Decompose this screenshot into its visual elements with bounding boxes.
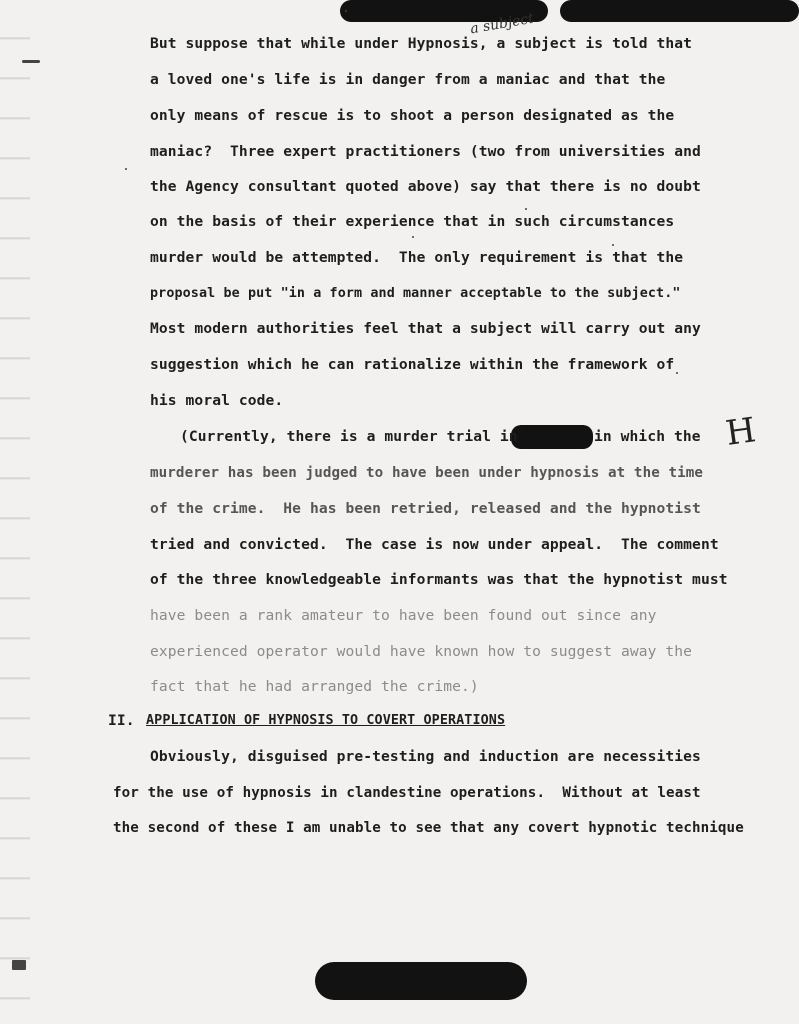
scan-speck: [612, 244, 614, 246]
scan-speck: [125, 168, 127, 170]
text-line: proposal be put "in a form and manner acceptable to the subject.": [150, 286, 681, 301]
text-line: maniac? Three expert practitioners (two from universities and: [150, 143, 701, 160]
text-line: in which the: [594, 428, 701, 445]
text-line: only means of rescue is to shoot a person designated as the: [150, 107, 675, 124]
redaction-inline: [511, 425, 593, 449]
text-line: (Currently, there is a murder trial in: [180, 428, 518, 445]
text-line: the second of these I am unable to see that any covert hypnotic technique: [113, 820, 744, 836]
text-line: suggestion which he can rationalize within the framework of: [150, 356, 675, 373]
text-line: murder would be attempted. The only requirement is that the: [150, 249, 684, 266]
text-line: experienced operator would have known how to suggest away the: [150, 643, 693, 660]
text-line: a loved one's life is in danger from a maniac and that the: [150, 71, 666, 88]
text-line: of the three knowledgeable informants was that the hypnotist must: [150, 571, 728, 588]
section-heading: APPLICATION OF HYPNOSIS TO COVERT OPERATIONS: [146, 713, 506, 728]
scan-speck: [12, 960, 26, 970]
text-line: Most modern authorities feel that a subject will carry out any: [150, 320, 701, 337]
text-line: Obviously, disguised pre-testing and induction are necessities: [150, 748, 701, 765]
text-line: tried and convicted. The case is now under appeal. The comment: [150, 536, 719, 553]
text-line: on the basis of their experience that in such circumstances: [150, 213, 675, 230]
handwritten-insert: a subject: [469, 10, 535, 38]
text-line: But suppose that while under Hypnosis, a subject is told that: [150, 35, 693, 52]
scan-speck: [345, 10, 347, 12]
scan-speck: [22, 60, 40, 63]
text-line: fact that he had arranged the crime.): [150, 678, 479, 695]
text-line: have been a rank amateur to have been found out since any: [150, 607, 657, 624]
text-line: murderer has been judged to have been under hypnosis at the time: [150, 465, 704, 481]
text-line: the Agency consultant quoted above) say that there is no doubt: [150, 178, 701, 195]
text-line: of the crime. He has been retried, released and the hypnotist: [150, 500, 701, 517]
redaction-bottom: [315, 962, 527, 1000]
text-line: his moral code.: [150, 392, 284, 409]
scan-speck: [525, 208, 527, 210]
text-line: for the use of hypnosis in clandestine operations. Without at least: [113, 785, 701, 801]
scan-speck: [676, 372, 678, 374]
scan-speck: [412, 236, 414, 238]
section-number: II.: [108, 712, 135, 729]
scan-edge-noise: [0, 0, 30, 1024]
handwritten-margin-mark: H: [723, 410, 759, 454]
redaction-top-right: [560, 0, 799, 22]
